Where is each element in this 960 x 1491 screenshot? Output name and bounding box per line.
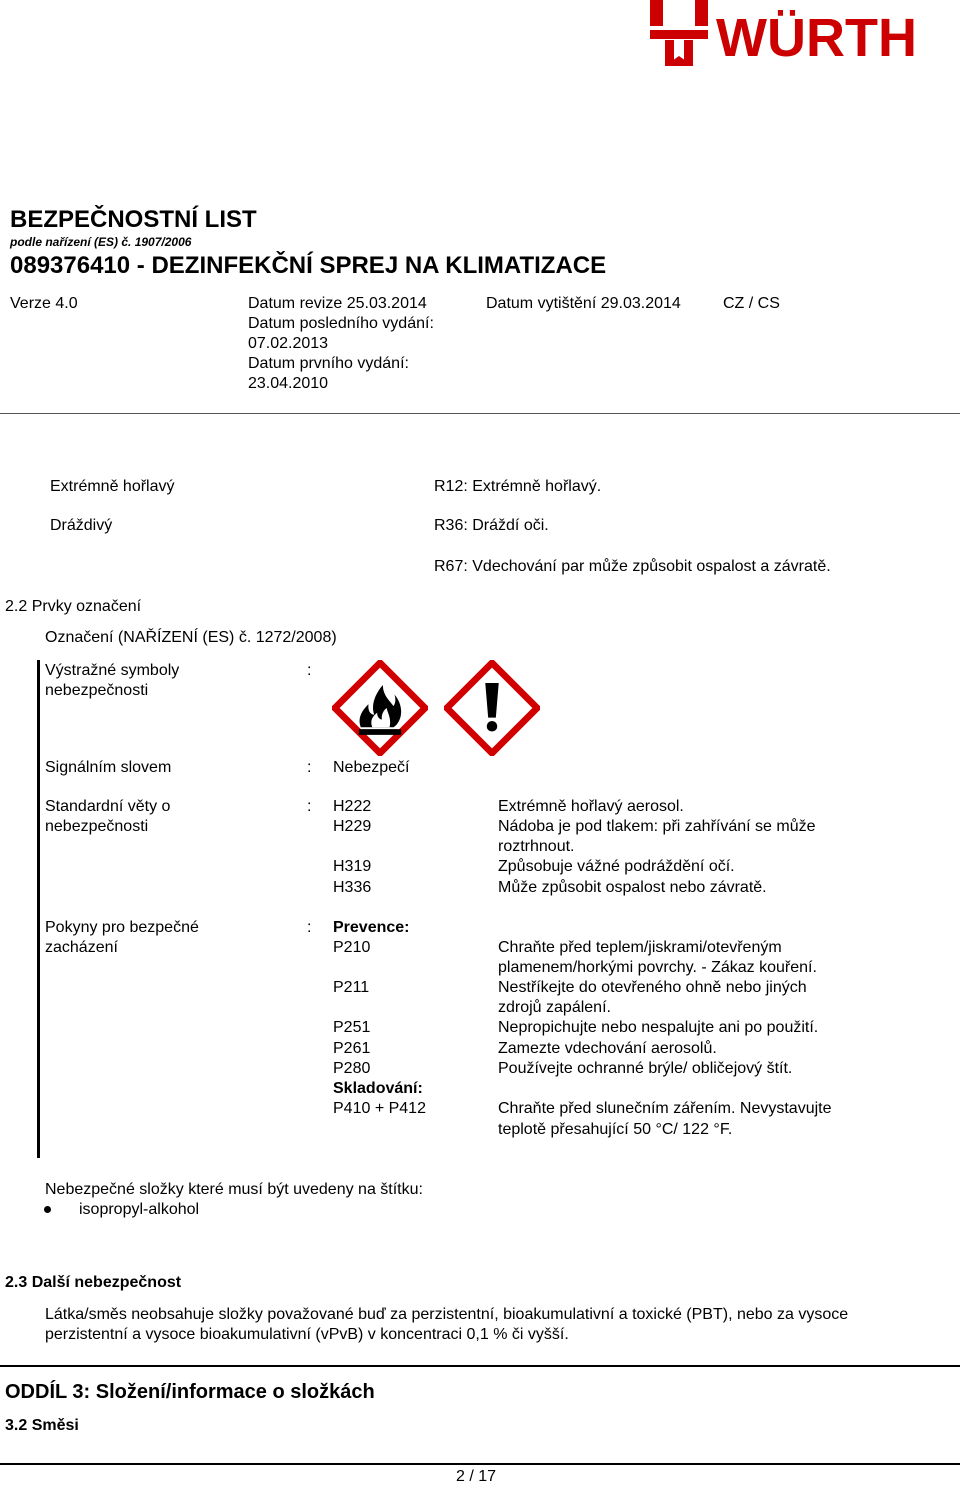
signal-word: Nebezpečí (333, 759, 410, 776)
page-number: 2 / 17 (456, 1468, 497, 1485)
h-text: Nádoba je pod tlakem: při zahřívání se může (498, 818, 816, 835)
section-3-2-heading: 3.2 Směsi (5, 1417, 79, 1434)
section-2-2-heading: 2.2 Prvky označení (5, 598, 142, 615)
last-issue-date: 07.02.2013 (248, 335, 329, 352)
h-code: H319 (333, 858, 372, 875)
version: Verze 4.0 (10, 295, 78, 312)
pictograms-label: nebezpečnosti (45, 682, 149, 699)
section-3-heading: ODDÍL 3: Složení/informace o složkách (5, 1381, 375, 1403)
colon: : (307, 919, 312, 936)
p-code: P410 + P412 (333, 1100, 426, 1117)
p-text: plamenem/horkými povrchy. - Zákaz kouření. (498, 959, 817, 976)
pictograms-label: Výstražné symboly (45, 662, 180, 679)
p-code: P211 (333, 979, 370, 996)
storage-label: Skladování: (333, 1080, 423, 1097)
components-label: Nebezpečné složky které musí být uvedeny na štítku: (45, 1181, 423, 1198)
h-code: H229 (333, 818, 372, 835)
h-statements-label: nebezpečnosti (45, 818, 149, 835)
section-2-3-heading: 2.3 Další nebezpečnost (5, 1274, 182, 1291)
h-text: roztrhnout. (498, 838, 575, 855)
regulation-heading: Označení (NAŘÍZENÍ (ES) č. 1272/2008) (45, 629, 337, 646)
revision-date: Datum revize 25.03.2014 (248, 295, 427, 312)
header-divider (0, 413, 960, 414)
r-phrase: R67: Vdechování par může způsobit ospalost a závratě. (434, 558, 831, 575)
first-issue-label: Datum prvního vydání: (248, 355, 409, 372)
footer-divider (0, 1463, 960, 1465)
p-code: P251 (333, 1019, 371, 1036)
last-issue-label: Datum posledního vydání: (248, 315, 434, 332)
locale: CZ / CS (723, 295, 780, 312)
logo-wordmark: WÜRTH (716, 8, 917, 68)
h-code: H222 (333, 798, 372, 815)
h-text: Způsobuje vážné podráždění očí. (498, 858, 735, 875)
flame-icon (332, 660, 428, 756)
p-text: zdrojů zapálení. (498, 999, 611, 1016)
p-code: P210 (333, 939, 371, 956)
document-title: BEZPEČNOSTNÍ LIST (10, 206, 257, 233)
section-2-3-text: Látka/směs neobsahuje složky považované buď za perzistentní, bioakumulativní a toxické (PBT), nebo za vysoce (45, 1306, 849, 1323)
exclamation-mark-icon (444, 660, 540, 756)
h-text: Extrémně hořlavý aerosol. (498, 798, 684, 815)
r-phrase: R12: Extrémně hořlavý. (434, 478, 602, 495)
first-issue-date: 23.04.2010 (248, 375, 329, 392)
p-code: P261 (333, 1040, 371, 1057)
product-name: 089376410 - DEZINFEKČNÍ SPREJ NA KLIMATIZACE (10, 252, 607, 279)
document-subtitle: podle nařízení (ES) č. 1907/2006 (10, 235, 192, 249)
p-text: teplotě přesahující 50 °C/ 122 °F. (498, 1121, 733, 1138)
h-code: H336 (333, 879, 372, 896)
colon: : (307, 798, 312, 815)
signal-word-label: Signálním slovem (45, 759, 172, 776)
p-text: Nepropichujte nebo nespalujte ani po použití. (498, 1019, 819, 1036)
r-phrase: R36: Dráždí oči. (434, 517, 549, 534)
section-2-3-text: perzistentní a vysoce bioakumulativní (vPvB) v koncentraci 0,1 % či vyšší. (45, 1326, 569, 1343)
legacy-symbol: Dráždivý (50, 517, 113, 534)
p-text: Chraňte před teplem/jiskrami/otevřeným (498, 939, 782, 956)
print-date: Datum vytištění 29.03.2014 (486, 295, 681, 312)
p-statements-label: zacházení (45, 939, 118, 956)
p-text: Používejte ochranné brýle/ obličejový štít. (498, 1060, 793, 1077)
legacy-symbol: Extrémně hořlavý (50, 478, 175, 495)
p-text: Nestříkejte do otevřeného ohně nebo jiných (498, 979, 807, 996)
p-text: Zamezte vdechování aerosolů. (498, 1040, 717, 1057)
section-divider (0, 1365, 960, 1367)
prevention-label: Prevence: (333, 919, 410, 936)
p-text: Chraňte před slunečním zářením. Nevystavujte (498, 1100, 832, 1117)
h-statements-label: Standardní věty o (45, 798, 171, 815)
p-statements-label: Pokyny pro bezpečné (45, 919, 199, 936)
colon: : (307, 759, 312, 776)
colon: : (307, 662, 312, 679)
wurth-logo (648, 0, 960, 70)
p-code: P280 (333, 1060, 371, 1077)
bullet-icon (44, 1206, 51, 1213)
h-text: Může způsobit ospalost nebo závratě. (498, 879, 767, 896)
label-side-bar (37, 660, 40, 1158)
component-item: isopropyl-alkohol (79, 1201, 200, 1218)
